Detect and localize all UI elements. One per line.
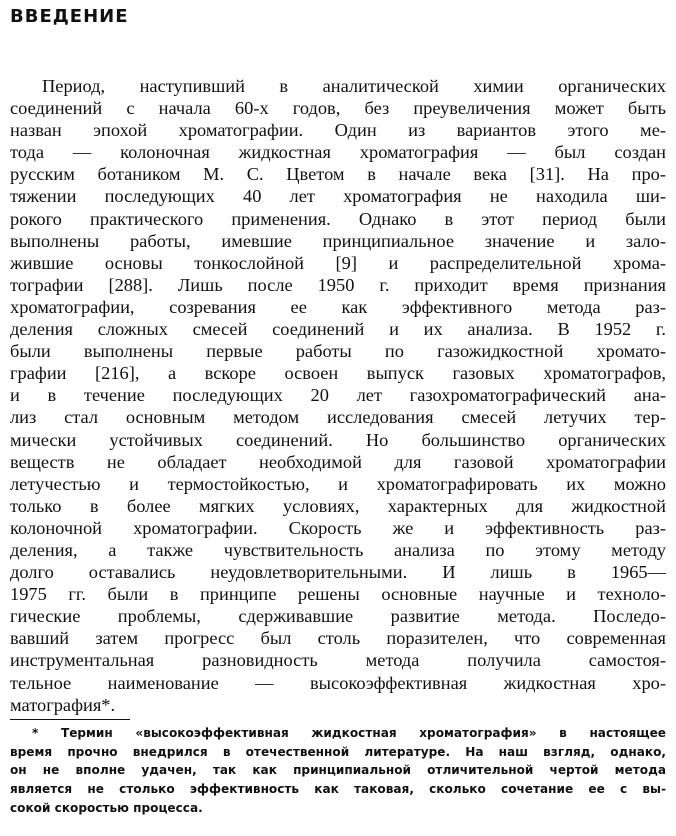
paragraph-line: жившие основы тонкослойной [9] и распределительной хрома- xyxy=(10,252,666,273)
paragraph-line: и в течение последующих 20 лет газохроматографический ана- xyxy=(10,385,666,406)
paragraph-line: были выполнены первые работы по газожидкостной хромато- xyxy=(10,341,666,362)
paragraph-line: вавший затем прогресс был столь поразителен, что современная xyxy=(10,628,666,649)
paragraph-line: долго оставались неудовлетворительными. И лишь в 1965— xyxy=(10,562,666,583)
paragraph-line: рокого практического применения. Однако в этот период были xyxy=(10,208,666,229)
footnote-line: * Термин «высокоэффективная жидкостная хроматография» в настоящее xyxy=(32,726,666,740)
paragraph-line: тографии [288]. Лишь после 1950 г. приходит время признания xyxy=(10,274,666,295)
paragraph-line: деления сложных смесей соединений и их анализа. В 1952 г. xyxy=(10,319,666,340)
paragraph-line: летучестью и термостойкостью, и хроматографировать их можно xyxy=(10,473,666,494)
paragraph-line: соединений с начала 60-х годов, без преувеличения может быть xyxy=(10,98,666,119)
paragraph-line: назван эпохой хроматографии. Один из вариантов этого ме- xyxy=(10,120,666,141)
paragraph-line: инструментальная разновидность метода получила самостоя- xyxy=(10,650,666,671)
paragraph-line: 1975 гг. были в принципе решены основные научные и техноло- xyxy=(10,584,666,605)
footnote-line: сокой скоростью процесса. xyxy=(10,800,203,815)
footnote-line: он не вполне удачен, так как принципиальной отличительной чертой метода xyxy=(10,763,666,778)
footnote-divider xyxy=(10,719,130,720)
paragraph-line: графии [216], а вскоре освоен выпуск газовых хроматографов, xyxy=(10,363,666,384)
paragraph-line: Период, наступивший в аналитической химии органических xyxy=(42,76,666,96)
body-paragraph xyxy=(10,75,666,716)
paragraph-line: матография*. xyxy=(10,694,116,715)
paragraph-line: тяжении последующих 40 лет хроматография не находила ши- xyxy=(10,186,666,207)
paragraph-line: лиз стал основным методом исследования смесей летучих тер- xyxy=(10,407,666,428)
paragraph-line: выполнены работы, имевшие принципиальное значение и зало- xyxy=(10,230,666,251)
paragraph-line: русским ботаником М. С. Цветом в начале века [31]. На про- xyxy=(10,164,666,185)
paragraph-line: гические проблемы, сдерживавшие развитие метода. Последо- xyxy=(10,606,666,627)
footnote-line: является не столько эффективность как таковая, сколько сочетание ее с вы- xyxy=(10,782,666,797)
paragraph-line: только в более мягких условиях, характерных для жидкостной xyxy=(10,495,666,516)
paragraph-line: веществ не обладает необходимой для газовой хроматографии xyxy=(10,451,666,472)
paragraph-line: тельное наименование — высокоэффективная жидкостная хро- xyxy=(10,672,666,693)
paragraph-line: хроматографии, созревания ее как эффективного метода раз- xyxy=(10,296,666,317)
section-heading: ВВЕДЕНИЕ xyxy=(10,6,129,27)
footnote xyxy=(10,724,666,818)
paragraph-line: тода — колоночная жидкостная хроматография — был создан xyxy=(10,142,666,163)
paragraph-line: мически устойчивых соединений. Но большинство органических xyxy=(10,429,666,450)
paragraph-line: колоночной хроматографии. Скорость же и эффективность раз- xyxy=(10,517,666,538)
paragraph-line: деления, а также чувствительность анализа по этому методу xyxy=(10,539,666,560)
footnote-line: время прочно внедрился в отечественной литературе. На наш взгляд, однако, xyxy=(10,744,666,759)
